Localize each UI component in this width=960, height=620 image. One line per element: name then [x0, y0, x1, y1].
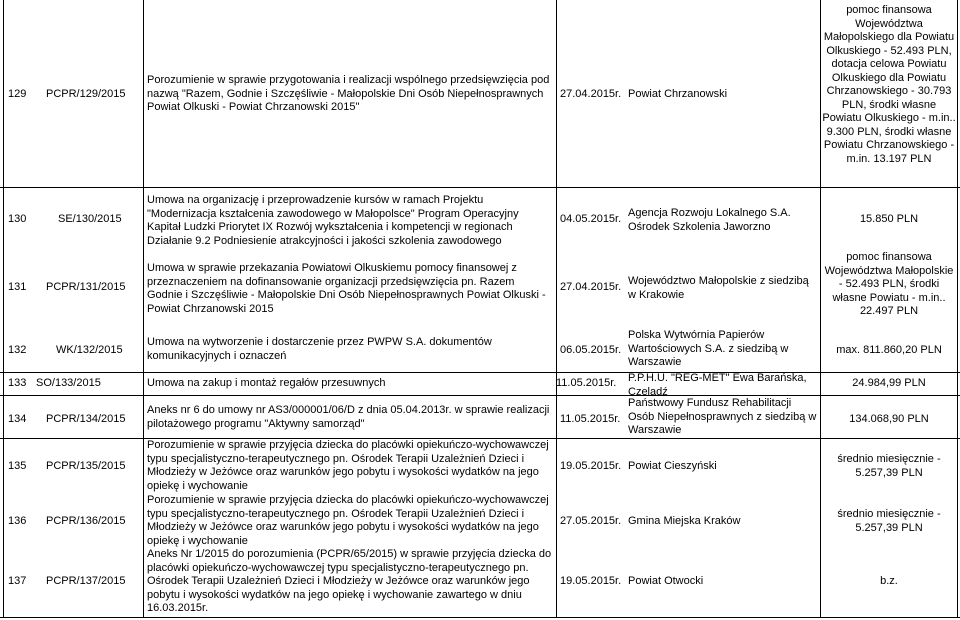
row-number: PCPR/134/2015	[46, 413, 126, 426]
row-party: Województwo Małopolskie z siedzibą w Krakowie	[628, 275, 809, 301]
row-lp: 137	[8, 575, 27, 588]
row-amount: pomoc finansowa Województwa Małopolskie - 52.493 PLN, środki własne Powiatu - m.in.. 22.497 PLN	[824, 251, 954, 317]
row-date: 04.05.2015r.	[560, 213, 622, 226]
row-lp: 129	[8, 88, 27, 101]
row-number: SO/133/2015	[36, 377, 101, 390]
row-lp: 136	[8, 515, 27, 528]
row-number: PCPR/135/2015	[46, 460, 126, 473]
row-date: 19.05.2015r.	[560, 460, 622, 473]
row-amount: 15.850 PLN	[859, 213, 919, 226]
row-party: Powiat Otwocki	[628, 575, 704, 588]
row-subject: Aneks Nr 1/2015 do porozumienia (PCPR/65/2015) w sprawie przyjęcia dziecka do placówki opiekuńczo-wychowawczej typu specjalistyczno-terapeutycznego pn. Ośrodek Terapii Uzależnień Dzieci i Młodzieży w Jeżówce oraz warunków jego pobytu i wysokości wydatków na jego opiekę i wychowanie zawartego w dniu 16.03.2015r.	[147, 548, 552, 614]
row-subject: Porozumienie w sprawie przyjęcia dziecka do placówki opiekuńczo-wychowawczej typu specjalistyczno-terapeutycznego pn. Ośrodek Terapii Uzależnień Dzieci i Młodzieży w Jeżówce oraz warunków jego pobytu i wysokości wydatków na jego opiekę i wychowanie	[147, 494, 549, 547]
row-party: Agencja Rozwoju Lokalnego S.A. Ośrodek Szkolenia Jaworzno	[628, 207, 791, 233]
row-subject: Porozumienie w sprawie przygotowania i realizacji wspólnego przedsięwzięcia pod nazwą "Razem, Godnie i Szczęśliwie - Małopolskie Dni Osób Niepełnosprawnych Powiat Olkuski - Powiat Chrzanowski 2015"	[147, 74, 550, 113]
row-amount: b.z.	[880, 575, 898, 588]
row-party: Gmina Miejska Kraków	[628, 515, 741, 528]
row-amount: 134.068,90 PLN	[849, 413, 929, 426]
row-amount: pomoc finansowa Województwa Małopolskiego dla Powiatu Olkuskiego - 52.493 PLN, dotacja celowa Powiatu Olkuskiego dla Powiatu Chrzanowskiego - 30.793 PLN, środki własne Powiatu Olkuskiego - m.in.. 9.300 PLN, środki własne Powiatu Chrzanowskiego - m.in. 13.197 PLN	[822, 4, 956, 165]
row-subject: Umowa w sprawie przekazania Powiatowi Olkuskiemu pomocy finansowej z przeznaczeniem na dofinansowanie organizacji przedsięwzięcia pn. Razem Godnie i Szczęśliwie - Małopolskie Dni Osób Niepełnosprawnych Powiat Olkuski - Powiat Chrzanowski 2015	[147, 262, 546, 315]
row-subject: Umowa na zakup i montaż regałów przesuwnych	[147, 377, 386, 390]
row-number: PCPR/137/2015	[46, 575, 126, 588]
row-number: PCPR/129/2015	[46, 88, 126, 101]
row-date: 27.04.2015r.	[560, 88, 622, 101]
row-subject: Umowa na organizację i przeprowadzenie kursów w ramach Projektu "Modernizacja kształcenia zawodowego w Małopolsce" Program Operacyjny Kapitał Ludzki Priorytet IX Rozwój wykształcenia i kompetencji w regionach Działanie 9.2 Podniesienie atrakcyjności i jakości szkolenia zawodowego	[147, 194, 519, 247]
row-lp: 131	[8, 281, 27, 294]
row-date: 06.05.2015r.	[560, 344, 622, 357]
row-amount: średnio miesięcznie - 5.257,39 PLN	[837, 453, 941, 479]
row-subject: Aneks nr 6 do umowy nr AS3/000001/06/D z dnia 05.04.2013r. w sprawie realizacji pilotażowego programu "Aktywny samorząd"	[147, 404, 550, 430]
row-amount: max. 811.860,20 PLN	[836, 344, 942, 357]
row-date: 11.05.2015r.	[556, 377, 617, 390]
row-lp: 133	[8, 377, 27, 390]
row-date: 19.05.2015r.	[560, 575, 622, 588]
row-party: P.P.H.U. "REG-MET" Ewa Barańska, Czeladź	[628, 372, 807, 398]
row-party: Powiat Chrzanowski	[628, 88, 728, 101]
row-lp: 130	[8, 213, 27, 226]
row-subject: Umowa na wytworzenie i dostarczenie przez PWPW S.A. dokumentów komunikacyjnych i oznaczeń	[147, 336, 492, 362]
row-lp: 135	[8, 460, 27, 473]
row-lp: 134	[8, 413, 27, 426]
row-subject: Porozumienie w sprawie przyjęcia dziecka do placówki opiekuńczo-wychowawczej typu specjalistyczno-terapeutycznego pn. Ośrodek Terapii Uzależnień Dzieci i Młodzieży w Jeżówce oraz warunków jego pobytu i wysokości wydatków na jego opiekę i wychowanie	[147, 439, 549, 492]
row-amount: 24.984,99 PLN	[852, 377, 926, 390]
row-number: SE/130/2015	[58, 213, 122, 226]
row-amount: średnio miesięcznie - 5.257,39 PLN	[837, 508, 941, 534]
row-date: 27.04.2015r.	[560, 281, 622, 294]
row-party: Polska Wytwórnia Papierów Wartościowych S.A. z siedzibą w Warszawie	[628, 329, 789, 368]
row-number: PCPR/131/2015	[46, 281, 126, 294]
row-number: PCPR/136/2015	[46, 515, 126, 528]
row-party: Państwowy Fundusz Rehabilitacji Osób Niepełnosprawnych z siedzibą w Warszawie	[628, 397, 817, 436]
row-number: WK/132/2015	[56, 344, 123, 357]
row-party: Powiat Cieszyński	[628, 460, 717, 473]
row-lp: 132	[8, 344, 27, 357]
row-date: 27.05.2015r.	[560, 515, 622, 528]
row-date: 11.05.2015r.	[560, 413, 621, 426]
